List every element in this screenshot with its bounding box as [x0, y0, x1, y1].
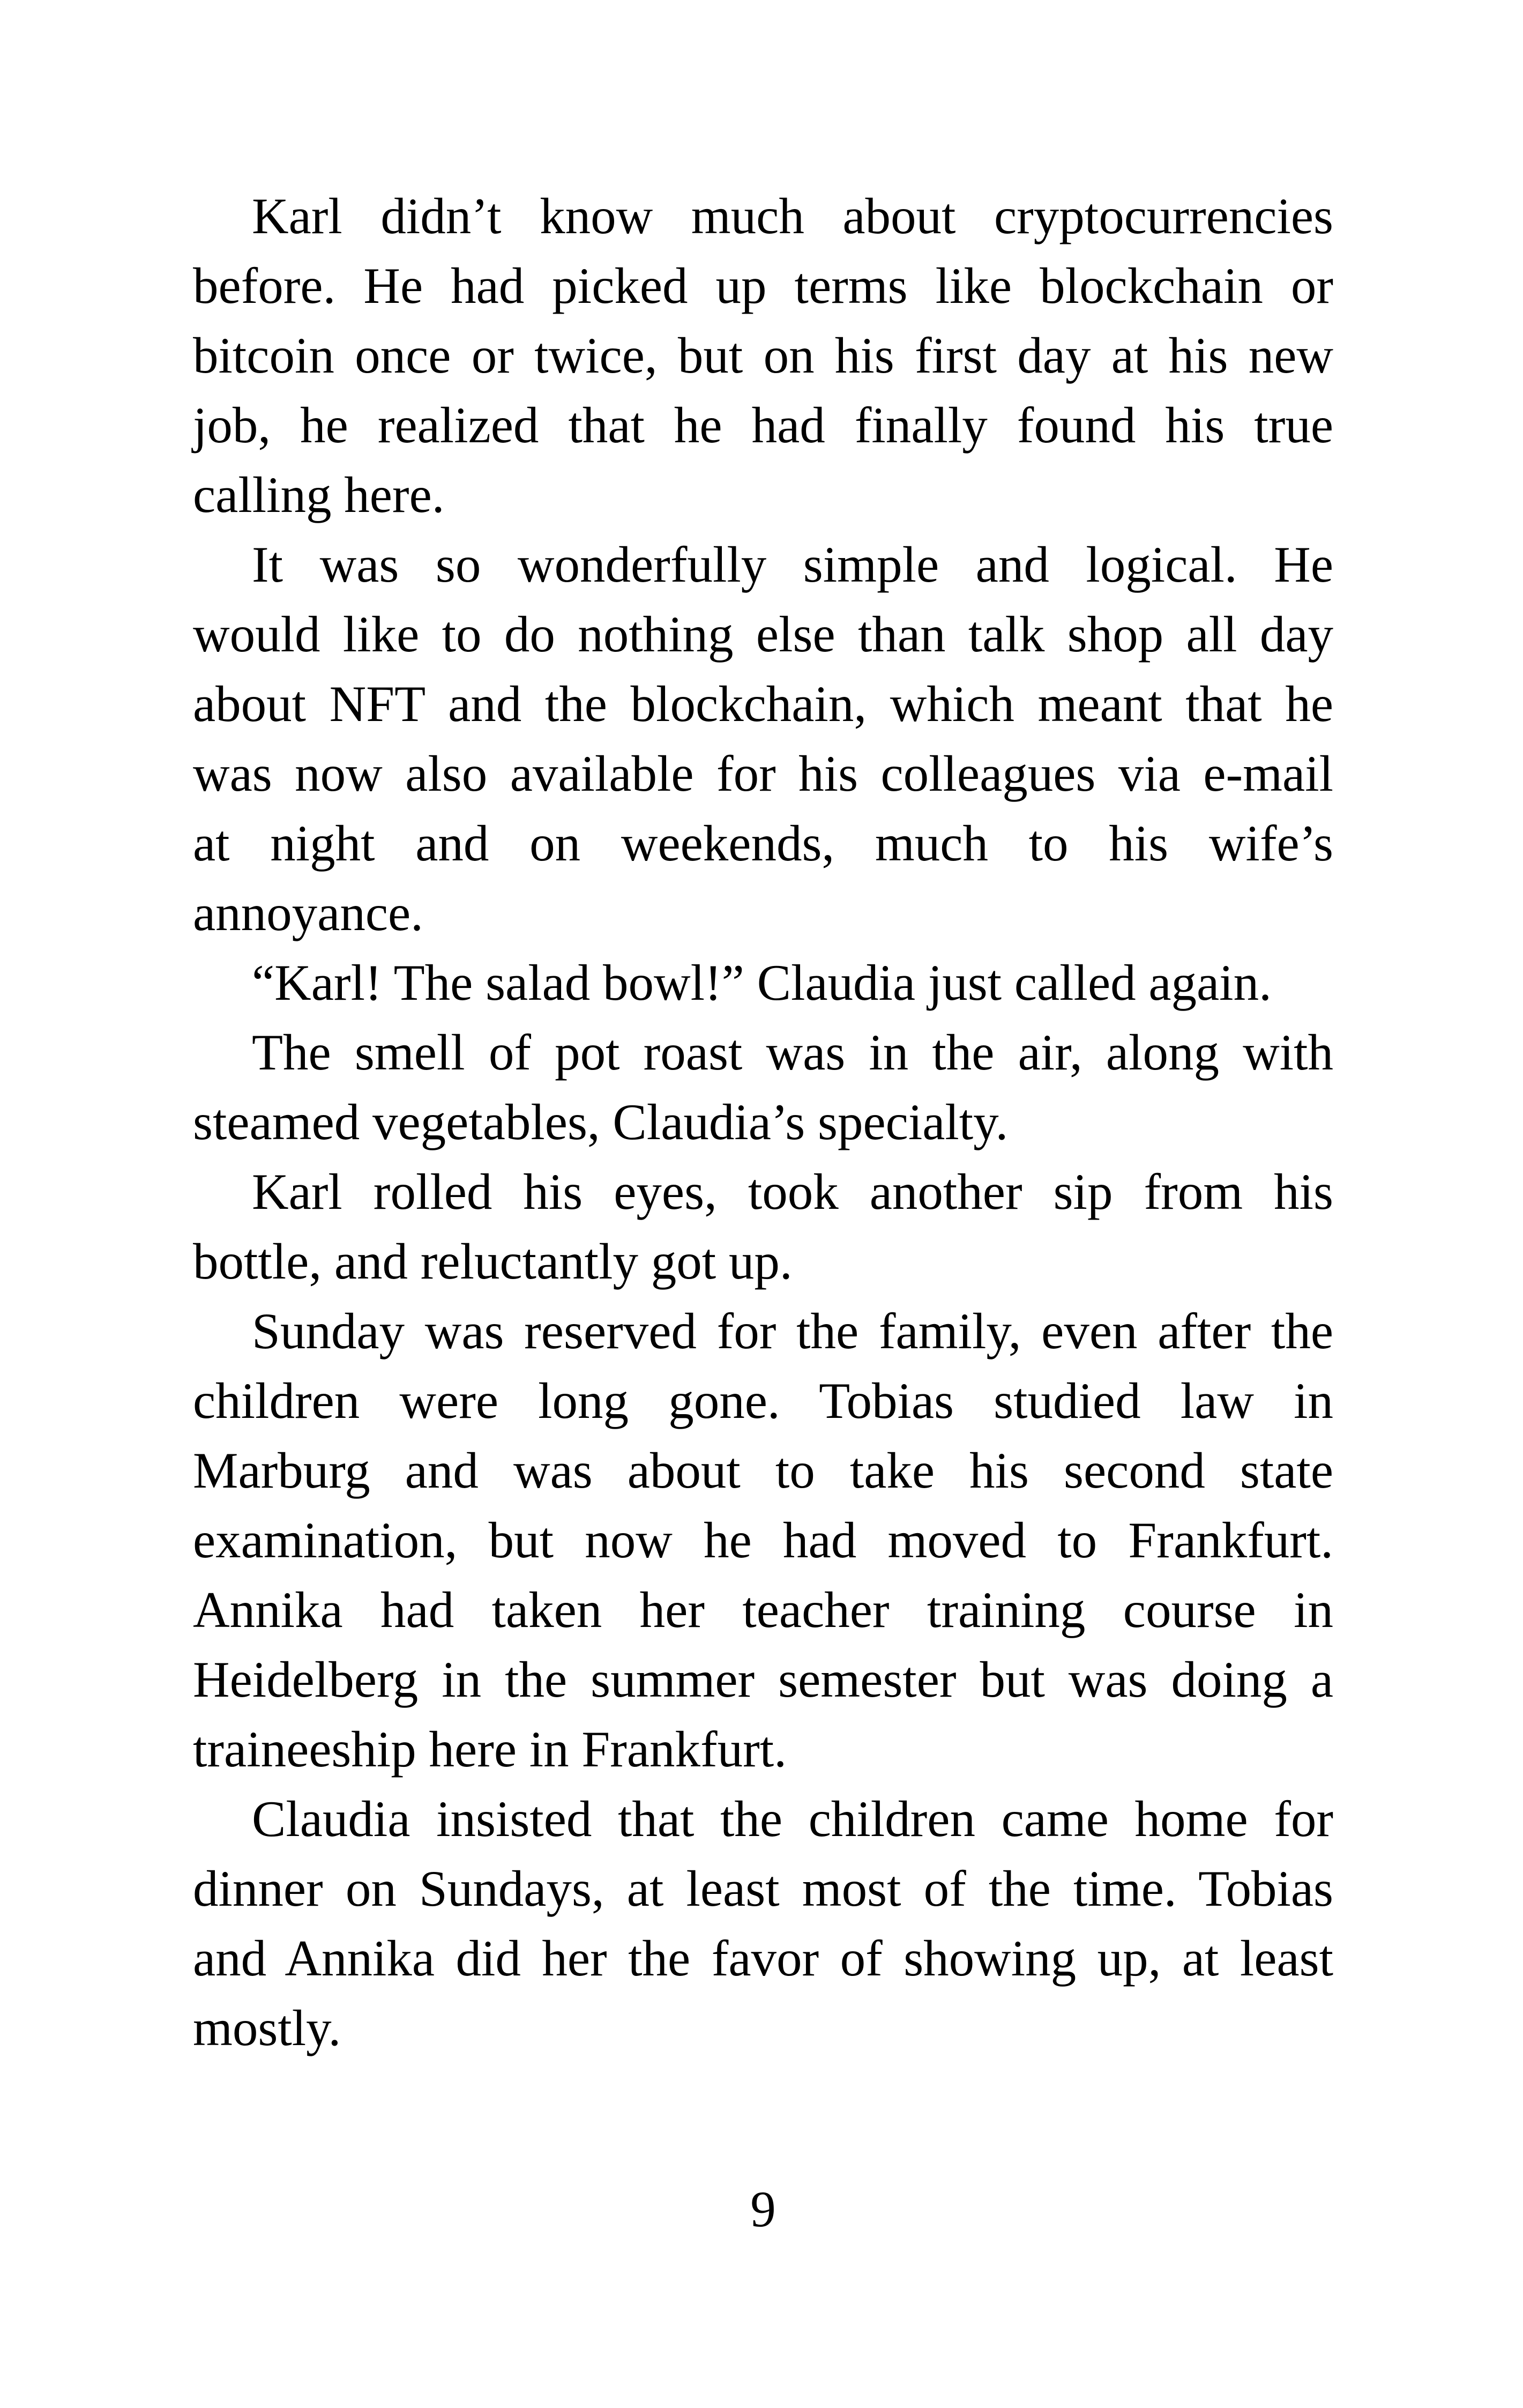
text-line: Heidelberg in the summer semester but was doing a	[193, 1651, 1333, 1708]
text-line: about NFT and the blockchain, which meant that he	[193, 675, 1333, 732]
text-line: Karl rolled his eyes, took another sip from his	[252, 1163, 1333, 1220]
text-line: job, he realized that he had finally found his true	[193, 397, 1333, 454]
text-line: bitcoin once or twice, but on his first day at his new	[193, 327, 1333, 384]
text-line: Karl didn’t know much about cryptocurrencies	[252, 188, 1333, 244]
text-line: dinner on Sundays, at least most of the time. Tobias	[193, 1860, 1333, 1917]
text-line: examination, but now he had moved to Frankfurt.	[193, 1512, 1333, 1569]
text-line: and Annika did her the favor of showing up, at least	[193, 1930, 1333, 1987]
text-line: at night and on weekends, much to his wife’s	[193, 815, 1333, 872]
text-line: children were long gone. Tobias studied law in	[193, 1372, 1333, 1429]
text-line: “Karl! The salad bowl!” Claudia just called again.	[252, 954, 1272, 1011]
text-line: calling here.	[193, 466, 445, 523]
text-line: Claudia insisted that the children came home for	[252, 1790, 1333, 1847]
text-line: would like to do nothing else than talk shop all day	[193, 606, 1333, 663]
text-line: Annika had taken her teacher training course in	[193, 1581, 1333, 1638]
text-line: steamed vegetables, Claudia’s specialty.	[193, 1094, 1009, 1150]
text-line: before. He had picked up terms like blockchain or	[193, 257, 1333, 314]
text-line: It was so wonderfully simple and logical. He	[252, 536, 1333, 593]
text-line: traineeship here in Frankfurt.	[193, 1721, 787, 1778]
text-line: The smell of pot roast was in the air, along with	[252, 1024, 1333, 1081]
text-line: was now also available for his colleagues via e-mail	[193, 745, 1333, 802]
text-line: Sunday was reserved for the family, even after the	[252, 1303, 1333, 1359]
text-line: bottle, and reluctantly got up.	[193, 1233, 793, 1290]
page-body	[193, 181, 1333, 2063]
text-line: Marburg and was about to take his second state	[193, 1442, 1333, 1499]
text-line: mostly.	[193, 2000, 341, 2056]
text-line: annoyance.	[193, 885, 423, 941]
page-number: 9	[750, 2181, 776, 2238]
